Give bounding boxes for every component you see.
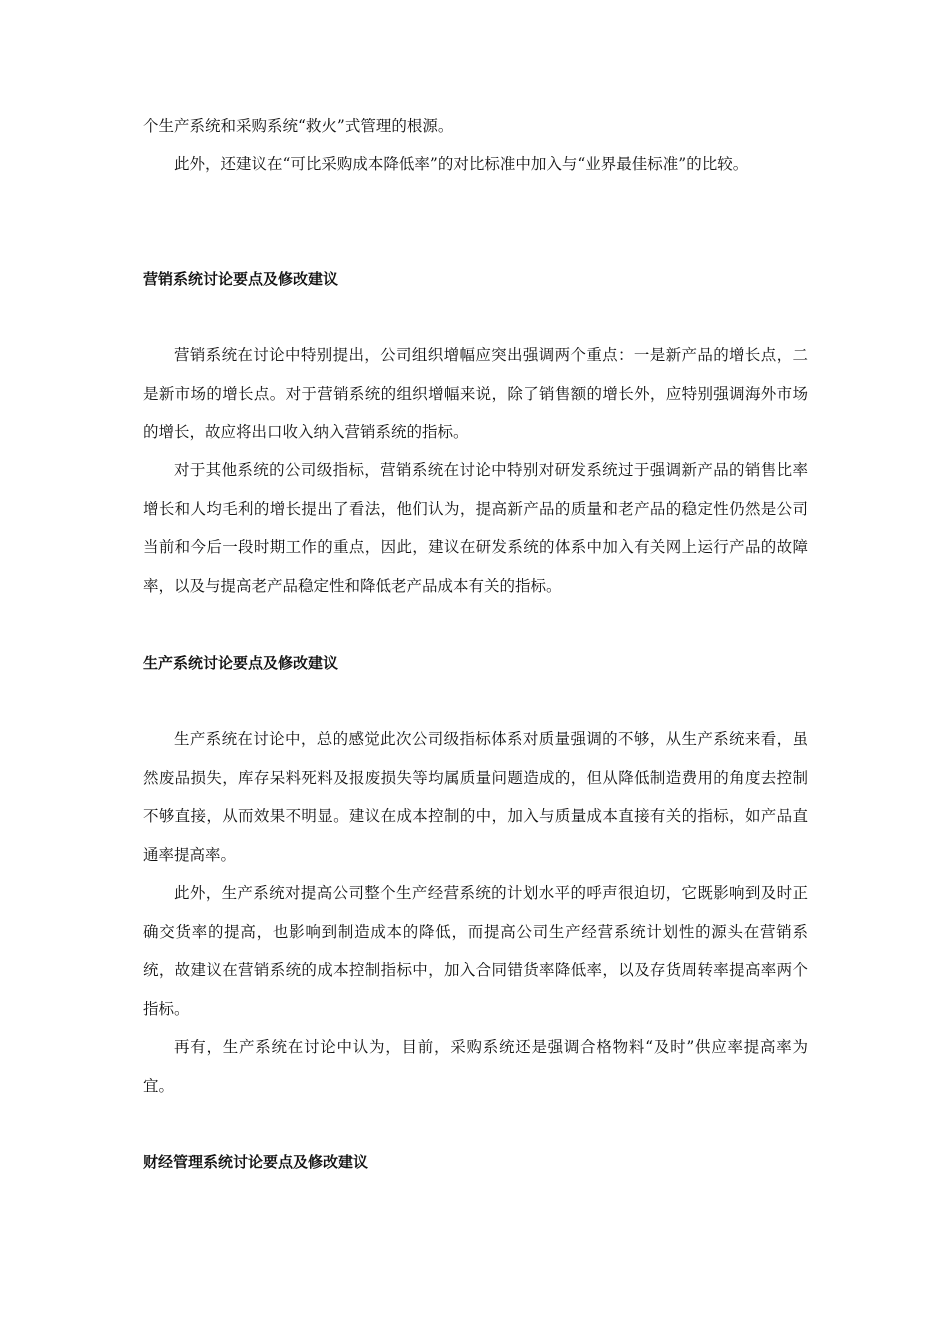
section-heading: 生产系统讨论要点及修改建议: [143, 654, 339, 672]
paragraph-text: 个生产系统和采购系统“救火”式管理的根源。: [143, 117, 454, 135]
paragraph-continuation: [143, 107, 808, 146]
paragraph-marketing-growth: [143, 336, 808, 452]
paragraph-text: 生产系统在讨论中，总的感觉此次公司级指标体系对质量强调的不够，从生产系统来看，虽然废品损失，库存呆料死料及报废损失等均属质量问题造成的，但从降低制造费用的角度去控制不够直接，从而效果不明显。建议在成本控制的中，加入与质量成本直接有关的指标，如产品直通率提高率。: [143, 730, 808, 864]
section-heading-marketing: [143, 267, 808, 291]
paragraph-text: 对于其他系统的公司级指标，营销系统在讨论中特别对研发系统过于强调新产品的销售比率增长和人均毛利的增长提出了看法，他们认为，提高新产品的质量和老产品的稳定性仍然是公司当前和今后一段时期工作的重点，因此，建议在研发系统的体系中加入有关网上运行产品的故障率，以及与提高老产品稳定性和降低老产品成本有关的指标。: [143, 461, 808, 595]
section-heading: 营销系统讨论要点及修改建议: [143, 270, 339, 288]
paragraph-text: 此外，还建议在“可比采购成本降低率”的对比标准中加入与“业界最佳标准”的比较。: [174, 155, 749, 173]
section-heading-production: [143, 651, 808, 675]
paragraph-marketing-rnd: [143, 451, 808, 605]
paragraph-text: 此外，生产系统对提高公司整个生产经营系统的计划水平的呼声很迫切，它既影响到及时正确交货率的提高，也影响到制造成本的降低，而提高公司生产经营系统计划性的源头在营销系统，故建议在营销系统的成本控制指标中，加入合同错货率降低率，以及存货周转率提高率两个指标。: [143, 884, 808, 1018]
paragraph-text: 营销系统在讨论中特别提出，公司组织增幅应突出强调两个重点：一是新产品的增长点，二是新市场的增长点。对于营销系统的组织增幅来说，除了销售额的增长外，应特别强调海外市场的增长，故应将出口收入纳入营销系统的指标。: [143, 346, 808, 441]
paragraph-production-procurement: [143, 1028, 808, 1105]
paragraph-benchmark: [143, 145, 808, 184]
section-heading-finance: [143, 1150, 808, 1174]
paragraph-production-quality: [143, 720, 808, 874]
paragraph-text: 再有，生产系统在讨论中认为，目前，采购系统还是强调合格物料“及时”供应率提高率为宜。: [143, 1038, 808, 1095]
paragraph-production-planning: [143, 874, 808, 1028]
section-heading: 财经管理系统讨论要点及修改建议: [143, 1153, 369, 1171]
